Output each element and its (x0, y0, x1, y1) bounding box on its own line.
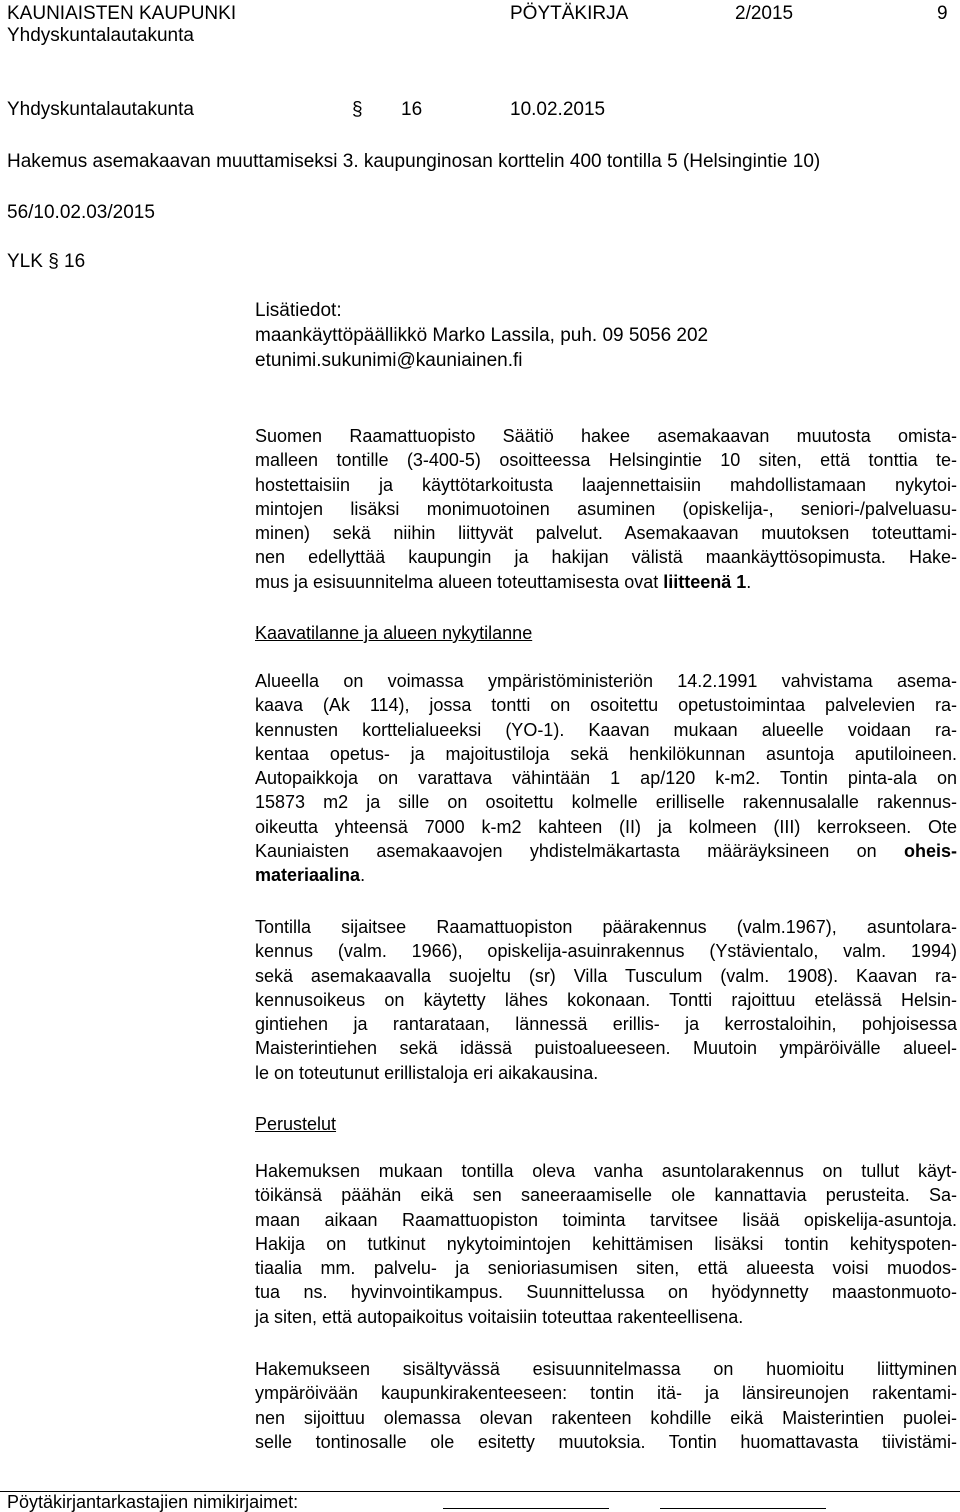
contact-person: maankäyttöpäällikkö Marko Lassila, puh. 09 5056 202 (255, 325, 709, 346)
contact-label: Lisätiedot: (255, 300, 342, 321)
meeting-section: 16 (401, 99, 423, 120)
header-committee: Yhdyskuntalautakunta (7, 25, 194, 46)
heading-justification: Perustelut (255, 1114, 337, 1134)
meeting-date: 10.02.2015 (510, 99, 606, 120)
section-mark: § (352, 99, 363, 120)
paragraph-justification: Hakemuksen mukaan tontilla oleva vanha asuntolarakennus on tullut käyt- töikänsä päähän eikä sen saneeraamiselle ole kannattavia perusteita. Sa- maan aikaan Raamattuopiston toiminta tarvitsee lisää opiskelija-asuntoja. Hakija on tutkinut nykytoimintojen kehittämisen lisäksi tontin kehityspoten- tiaalia mm. palvelu- ja senioriasumisen siten, että alueesta voisi muodos- tua ns. hyvinvointikampus. Suunnittelussa on hyödynnetty maastonmuoto- ja siten, että autopaikoitus voitaisiin toteuttaa rakenteellisena. (255, 1161, 957, 1327)
case-ylk: YLK § 16 (7, 251, 86, 272)
attachment-ref: liitteenä 1 (663, 571, 747, 592)
paragraph-site: Tontilla sijaitsee Raamattuopiston päärakennus (valm.1967), asuntolara- kennus (valm. 1966), opiskelija-asuinrakennus (Ystävientalo, valm. 1994) sekä asemakaavalla suojeltu (sr) Villa Tusculum (valm. 1908). Kaavan ra- kennusoikeus on käytetty lähes kokonaan. Tontti rajoittuu etelässä Helsin- gintiehen ja rantarataan, lännessä erillis- ja kerrostaloihin, pohjoisessa Maisterintiehen sekä idässä puistoalueeseen. Muutoin ympäröivälle alueel- le on toteutunut erillistaloja eri aikakausina. (255, 917, 957, 1083)
signature-line-1 (443, 1508, 609, 1509)
paragraph-application: Suomen Raamattuopisto Säätiö hakee asemakaavan muutosta omista- malleen tontille (3-400-5) osoitteessa Helsingintie 10 siten, että tonttia te- hostettaisiin ja käyttötarkoitusta laajennettaisiin mahdollistamaan nykytoi- mintojen lisäksi monimuotoinen asuminen (opiskelija-, seniori-/palveluasu- minen) sekä niihin liittyvät palvelut. Asemakaavan muutoksen toteuttami- nen edellyttää kaupungin ja hakijan välistä maankäyttösopimusta. Hake- mus ja esisuunnitelma alueen toteuttamisesta ovat liitteenä 1. (255, 426, 957, 592)
footer-signers-label: Pöytäkirjantarkastajien nimikirjaimet: (7, 1492, 299, 1512)
supplement-ref: oheis- (903, 841, 957, 862)
case-title: Hakemus asemakaavan muuttamiseksi 3. kaupunginosan korttelin 400 tontilla 5 (Helsingintie 10) (7, 151, 821, 172)
paragraph-zoning: Alueella on voimassa ympäristöministeriön 14.2.1991 vahvistama asema- kaava (Ak 114), jossa tontti on osoitettu opetustoimintaa palvelevien ra- kennusten korttelialueeksi (YO-1). Kaavan mukaan alueelle voidaan ra- kentaa opetus- ja majoitustiloja sekä henkilökunnan asuntoja aputiloineen. Autopaikkoja on varattava vähintään 1 ap/120 k-m2. Tontin pinta-ala on 15873 m2 ja sille on osoitettu kolmelle erilliselle rakennusalalle rakennus- oikeutta yhteensä 7000 k-m2 kahteen (II) ja kolmeen (III) kerrokseen. Ote Kauniaisten asemakaavojen yhdistelmäkartasta määräyksineen on oheis- materiaalina. (255, 671, 957, 886)
header-doc-type: PÖYTÄKIRJA (510, 3, 629, 24)
paragraph-preliminary-plan: Hakemukseen sisältyvässä esisuunnitelmassa on huomioitu liittyminen ympäröivään kaupunkirakenteeseen: tontin itä- ja länsireunojen rakentami- nen sijoittuu olemassa olevan rakenteen kohdille eikä Maisterintien puolei- selle tontinosalle ole esitetty muutoksia. Tontin huomattavasta tiivistämi- (255, 1359, 957, 1452)
case-ref: 56/10.02.03/2015 (7, 202, 155, 223)
heading-zoning-status: Kaavatilanne ja alueen nykytilanne (255, 623, 533, 643)
header-issue: 2/2015 (735, 3, 794, 24)
header-org: KAUNIAISTEN KAUPUNKI (7, 3, 237, 24)
contact-email[interactable]: etunimi.sukunimi@kauniainen.fi (255, 350, 523, 371)
header-page-number: 9 (937, 3, 948, 24)
signature-line-2 (660, 1508, 826, 1509)
meeting-body: Yhdyskuntalautakunta (7, 99, 194, 120)
